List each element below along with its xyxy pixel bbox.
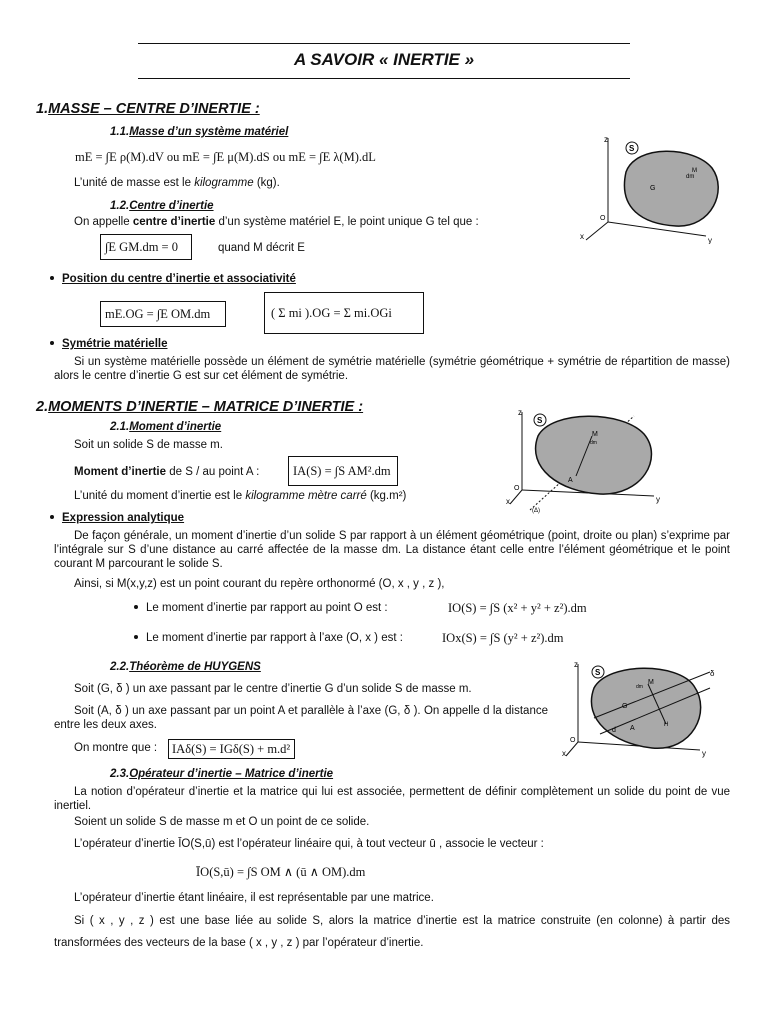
subsection-1-2-heading: 1.2.Centre d’inertie: [110, 200, 214, 212]
operator-text-5: Si ( x , y , z ) est une base liée au solide S, alors la matrice d’inertie est la matrice construite (en colonne) à partir des transformées des vecteurs de la base ( x , y , z ) par l’opérateur d’inertie.: [54, 915, 730, 949]
fig2-label-dm: dm: [590, 440, 597, 446]
solid-text: Soit un solide S de masse m.: [74, 439, 223, 451]
section-2-heading: 2.MOMENTS D’INERTIE – MATRICE D’INERTIE :: [36, 399, 364, 415]
fig2-label-x: x: [506, 497, 510, 506]
moment-inertia-text: Moment d’inertie de S / au point A :: [74, 466, 260, 478]
bottom-rule: [138, 78, 630, 79]
fig3-x-axis: [566, 742, 578, 756]
fig3-label-g: G: [622, 703, 628, 710]
fig3-label-h: H: [664, 722, 669, 728]
formula-io: IO(S) = ∫S (x² + y² + z²).dm: [448, 601, 587, 615]
operator-text-3: L’opérateur d’inertie ĪO(S,ū) est l’opérateur linéaire qui, à tout vecteur ū , associe le vecteur :: [74, 838, 544, 850]
subsection-2-3-heading: 2.3.Opérateur d’inertie – Matrice d’inertie: [110, 768, 334, 780]
list-item-axis: Le moment d’inertie par rapport à l’axe (O, x ) est :: [134, 632, 403, 644]
fig2-solid: [536, 416, 652, 494]
fig1-label-y: y: [708, 236, 712, 244]
fig2-label-o: O: [514, 485, 520, 492]
analytic-expression-text: De façon générale, un moment d’inertie d’un solide S par rapport à un élément géométrique (point, droite ou plan) s’exprime par l’intégrale sur S d’une distance au carré affectée de la masse dm. La distance étant celle entre l’élément géométrique et le point courant M parcourant le solide S.: [54, 530, 730, 570]
fig3-label-x: x: [562, 749, 566, 758]
fig2-label-s: S: [537, 416, 543, 425]
figure-huygens: [560, 658, 728, 762]
fig3-solid: [591, 668, 700, 748]
mass-unit-text: L’unité de masse est le kilogramme (kg).: [74, 177, 280, 189]
fig1-label-z: z: [604, 135, 608, 144]
section-1-heading: 1.MASSE – CENTRE D’INERTIE :: [36, 101, 260, 117]
fig2-label-z: z: [518, 408, 522, 417]
operator-text-2: Soient un solide S de masse m et O un point de ce solide.: [74, 816, 370, 828]
subsection-2-1-heading: 2.1.Moment d’inertie: [110, 421, 222, 433]
fig1-solid: [624, 151, 718, 226]
operator-text-1: La notion d’opérateur d’inertie et la matrice qui lui est associée, permettent de définir complètement un solide du point de vue inertiel.: [54, 786, 730, 812]
huygens-text-3: On montre que :: [74, 742, 158, 754]
fig1-label-o: O: [600, 215, 606, 222]
figure-center-of-inertia: [576, 132, 726, 244]
fig1-label-s: S: [629, 144, 635, 153]
fig1-x-axis: [586, 222, 608, 240]
bullet-analytic-expression: Expression analytique: [50, 512, 184, 524]
top-rule: [138, 43, 630, 44]
gm-formula-box: ∫E GM.dm = 0: [100, 234, 192, 260]
fig1-label-dm: dm: [686, 174, 695, 180]
fig1-label-m: M: [692, 168, 697, 174]
fig3-label-a: A: [630, 725, 635, 732]
mass-formulas: mE = ∫E ρ(M).dV ou mE = ∫E μ(M).dS ou mE = ∫E λ(M).dL: [75, 150, 376, 164]
fig2-label-a: A: [568, 477, 573, 484]
fig1-label-x: x: [580, 232, 584, 241]
assoc-formula-2: ( Σ mi ).OG = Σ mi.OGi: [264, 292, 424, 334]
subsection-2-2-heading: 2.2.Théorème de HUYGENS: [110, 661, 261, 673]
fig3-label-delta: δ: [710, 669, 715, 678]
moment-formula-box: IA(S) = ∫S AM².dm: [288, 456, 398, 486]
fig2-label-delta: (Δ): [532, 508, 541, 514]
assoc-formula-1: mE.OG = ∫E OM.dm: [100, 301, 226, 327]
fig3-label-y: y: [702, 749, 706, 758]
bullet-symmetry: Symétrie matérielle: [50, 338, 167, 350]
fig3-label-m: M: [648, 679, 654, 686]
operator-text-4: L’opérateur d’inertie étant linéaire, il est représentable par une matrice.: [74, 892, 434, 904]
symmetry-text: Si un système matérielle possède un élément de symétrie matérielle (symétrie géométrique + symétrie de répartition de masse) alors le centre d’inertie G est sur cet élément de symétrie.: [54, 356, 730, 382]
bullet-position-center: Position du centre d’inertie et associativité: [50, 273, 296, 285]
page-title: A SAVOIR « INERTIE »: [293, 50, 475, 69]
fig3-label-o: O: [570, 737, 576, 744]
subsection-1-1-heading: 1.1.Masse d’un système matériel: [110, 126, 289, 138]
fig2-label-m: M: [592, 431, 598, 438]
fig1-label-g: G: [650, 185, 656, 192]
ainsi-text: Ainsi, si M(x,y,z) est un point courant du repère orthonormé (O, x , y , z ),: [74, 578, 445, 590]
operator-formula: ĪO(S,ū) = ∫S OM ∧ (ū ∧ OM).dm: [196, 865, 366, 879]
formula-iox: IOx(S) = ∫S (y² + z²).dm: [442, 631, 564, 645]
fig3-label-d: d: [612, 727, 616, 734]
list-item-point: Le moment d’inertie par rapport au point O est :: [134, 602, 388, 614]
fig2-label-y: y: [656, 495, 660, 504]
fig2-x-axis: [510, 490, 522, 504]
gm-when-text: quand M décrit E: [218, 242, 305, 254]
moment-unit-text: L’unité du moment d’inertie est le kilogramme mètre carré (kg.m²): [74, 490, 407, 502]
huygens-text-2: Soit (A, δ ) un axe passant par un point A et parallèle à l’axe (G, δ ). On appelle d la distance entre les deux axes.: [54, 705, 548, 731]
fig3-label-z: z: [574, 660, 578, 669]
huygens-formula-box: IAδ(S) = IGδ(S) + m.d²: [168, 739, 295, 759]
figure-moment-of-inertia: [504, 406, 668, 514]
fig3-label-s: S: [595, 668, 601, 677]
huygens-text-1: Soit (G, δ ) un axe passant par le centre d’inertie G d’un solide S de masse m.: [74, 683, 472, 695]
center-inertia-definition: On appelle centre d’inertie d’un système matériel E, le point unique G tel que :: [74, 216, 479, 228]
fig3-label-dm: dm: [636, 684, 643, 690]
